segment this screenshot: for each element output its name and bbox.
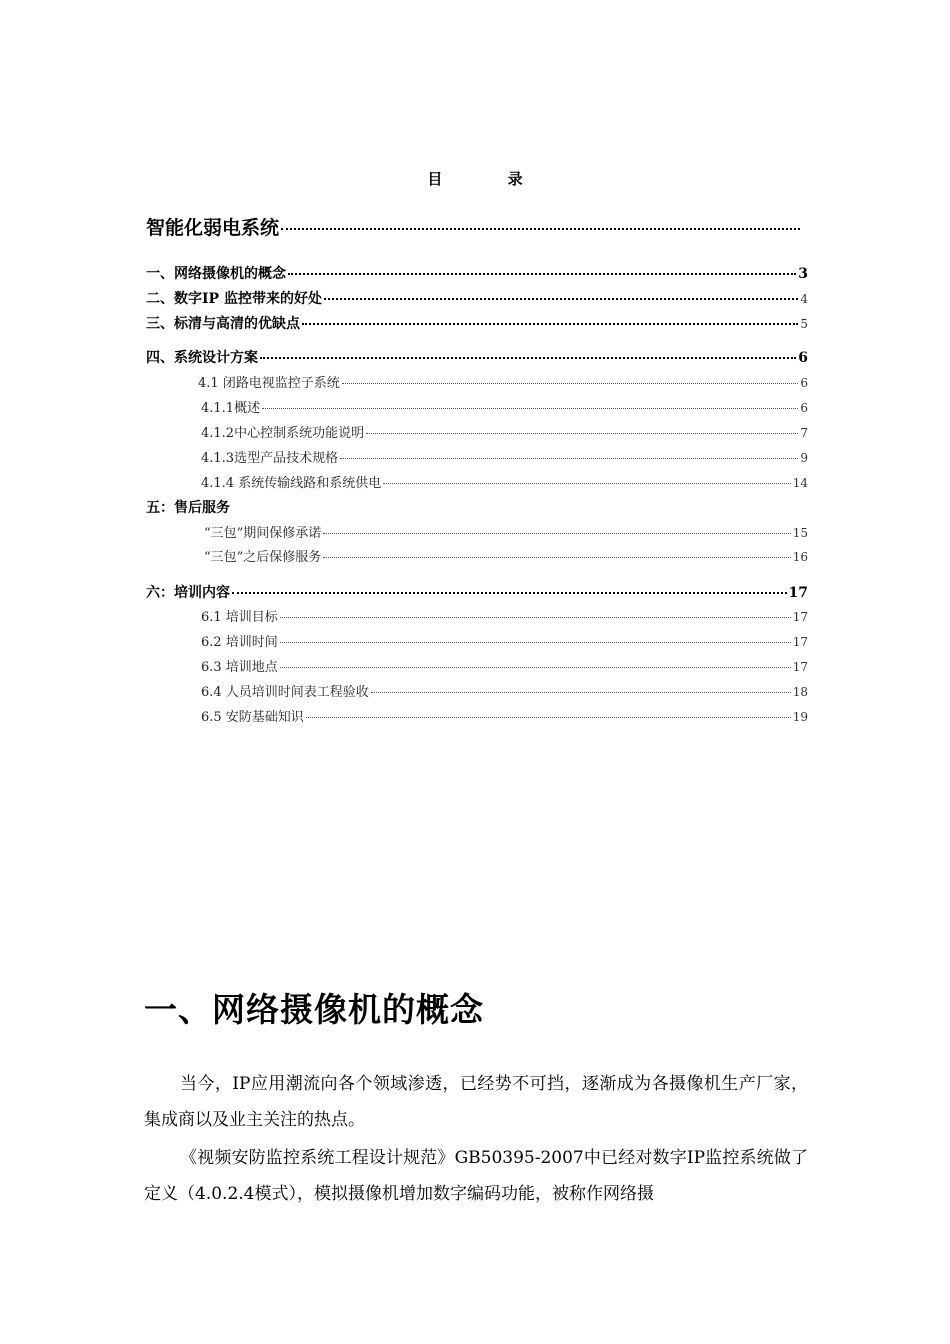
toc-leader-dots	[323, 557, 790, 558]
toc-entry-label: “三包”期间保修承诺	[204, 526, 322, 541]
toc-main-entry[interactable]	[146, 213, 802, 240]
toc-entry[interactable]	[198, 372, 808, 391]
toc-entry-label: 6.5 安防基础知识	[201, 710, 304, 725]
toc-entry[interactable]	[201, 681, 808, 700]
toc-page-number: 17	[792, 610, 808, 624]
toc-entry-label: 6.1 培训目标	[201, 610, 278, 625]
toc-leader-dots	[371, 692, 791, 693]
toc-entry[interactable]	[201, 706, 808, 725]
toc-page-number: 7	[800, 426, 808, 440]
toc-entry[interactable]	[201, 472, 808, 491]
toc-leader-dots	[383, 483, 791, 484]
toc-entry-label: 一、网络摄像机的概念	[146, 266, 286, 282]
toc-entry-label: 二、数字IP 监控带来的好处	[146, 291, 322, 307]
toc-entry-label: 三、标清与高清的优缺点	[146, 316, 300, 332]
toc-leader-dots	[324, 298, 798, 300]
toc-entry-label: 6.3 培训地点	[201, 660, 278, 675]
toc-leader-dots	[366, 433, 798, 434]
toc-leader-dots	[323, 533, 790, 534]
toc-leader-dots	[306, 717, 791, 718]
toc-entry-label: 6.4 人员培训时间表工程验收	[201, 685, 369, 700]
toc-entry-label: 4.1.3选型产品技术规格	[201, 451, 339, 466]
toc-entry[interactable]	[146, 263, 808, 283]
toc-page-number: 9	[800, 451, 808, 465]
toc-page-number: 5	[800, 317, 808, 331]
toc-page-number: 6	[800, 376, 808, 390]
toc-entry-label: 4.1.4 系统传输线路和系统供电	[201, 476, 382, 491]
toc-entry[interactable]	[201, 447, 808, 466]
toc-page-number: 19	[792, 710, 808, 724]
toc-leader-dots	[232, 592, 787, 594]
toc-page-number: 4	[800, 292, 808, 306]
toc-page-number: 17	[792, 635, 808, 649]
toc-page-number: 16	[792, 550, 808, 564]
toc-entry[interactable]	[146, 288, 808, 308]
toc-entry-label: 4.1 闭路电视监控子系统	[198, 376, 340, 391]
toc-entry-label: 4.1.2中心控制系统功能说明	[201, 426, 365, 441]
toc-entry[interactable]	[204, 522, 808, 541]
toc-leader-dots	[280, 667, 791, 668]
toc-leader-dots	[302, 323, 798, 325]
toc-entry-label: 6.2 培训时间	[201, 635, 278, 650]
toc-entry-label: 五：售后服务	[146, 500, 230, 516]
toc-entry-label: 4.1.1概述	[201, 401, 261, 416]
toc-entry[interactable]	[204, 546, 808, 565]
toc-leader-dots	[280, 642, 791, 643]
toc-entry[interactable]	[201, 422, 808, 441]
toc-title: 目 录	[427, 170, 553, 188]
toc-leader-dots	[280, 617, 791, 618]
toc-page-number: 14	[792, 476, 808, 490]
toc-leader-dots	[288, 273, 796, 275]
toc-entry[interactable]	[146, 497, 808, 517]
toc-page-number: 17	[792, 660, 808, 674]
toc-page-number: 6	[798, 350, 808, 366]
toc-entry[interactable]	[146, 347, 808, 367]
toc-leader-dots	[262, 408, 798, 409]
body-paragraph: 当今，IP应用潮流向各个领域渗透，已经势不可挡，逐渐成为各摄像机生产厂家，集成商以及业主关注的热点。	[144, 1074, 808, 1130]
toc-entry[interactable]	[201, 631, 808, 650]
toc-leader-dots	[342, 383, 799, 384]
toc-entry-label: “三包”之后保修服务	[204, 550, 322, 565]
toc-leader-dots	[340, 458, 798, 459]
toc-entry[interactable]	[201, 656, 808, 675]
toc-entry-label: 智能化弱电系统	[146, 217, 280, 239]
toc-entry[interactable]	[146, 582, 808, 602]
toc-leader-dots	[260, 357, 796, 359]
toc-entry-label: 四、系统设计方案	[146, 350, 258, 366]
body-paragraph: 《视频安防监控系统工程设计规范》GB50395-2007中已经对数字IP监控系统做了定义（4.0.2.4模式），模拟摄像机增加数字编码功能，被称作网络摄	[144, 1148, 808, 1204]
toc-page-number: 3	[798, 266, 808, 282]
section-heading: 一、网络摄像机的概念	[144, 990, 484, 1029]
toc-page-number: 6	[800, 401, 808, 415]
toc-entry-label: 六：培训内容	[146, 585, 230, 601]
toc-entry[interactable]	[201, 397, 808, 416]
toc-entry[interactable]	[201, 606, 808, 625]
toc-page-number: 17	[788, 585, 808, 601]
toc-page-number: 18	[792, 685, 808, 699]
toc-page-number: 15	[792, 526, 808, 540]
toc-leader-dots	[281, 228, 800, 230]
toc-entry[interactable]	[146, 313, 808, 333]
